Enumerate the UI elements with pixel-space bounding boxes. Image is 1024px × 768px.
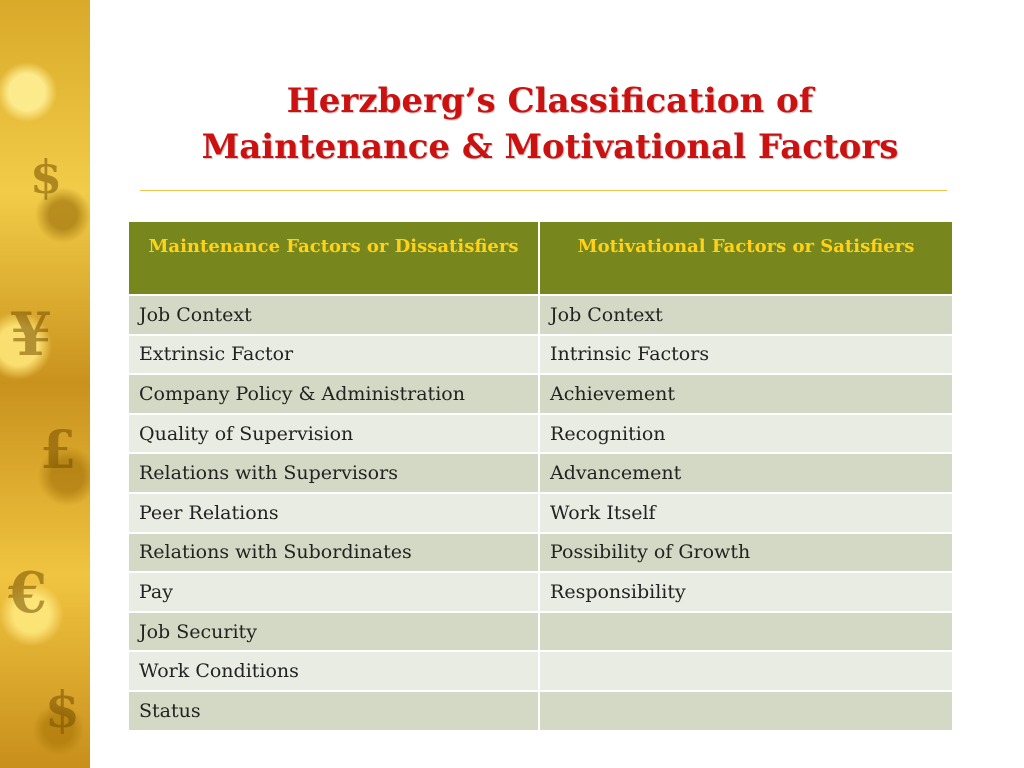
table-row [128,374,953,414]
motivational-factor-cell: Achievement [539,374,953,414]
maintenance-factor-cell: Job Security [128,612,539,652]
header-motivational-factors: Motivational Factors or Satisfiers [539,221,953,295]
table-row [128,453,953,493]
maintenance-factor-cell: Relations with Supervisors [128,453,539,493]
table-header-row [128,221,953,295]
maintenance-factor-cell: Quality of Supervision [128,414,539,454]
maintenance-factor-cell: Peer Relations [128,493,539,533]
motivational-factor-cell: Possibility of Growth [539,533,953,573]
table-row [128,612,953,652]
motivational-factor-cell: Work Itself [539,493,953,533]
maintenance-factor-cell: Status [128,691,539,731]
table-row [128,335,953,375]
table-row [128,493,953,533]
motivational-factor-cell: Advancement [539,453,953,493]
table-row [128,691,953,731]
pound-sign-icon: £ [40,420,77,481]
motivational-factor-cell [539,691,953,731]
yen-sign-icon: ¥ [10,300,52,370]
title-divider [140,190,947,191]
table-body [128,295,953,731]
maintenance-factor-cell: Company Policy & Administration [128,374,539,414]
dollar-sign-icon: $ [30,150,63,204]
motivational-factor-cell: Intrinsic Factors [539,335,953,375]
motivational-factor-cell [539,651,953,691]
decorative-currency-band [0,0,90,768]
table-row [128,414,953,454]
header-maintenance-factors: Maintenance Factors or Dissatisfiers [128,221,539,295]
factors-table [127,220,954,732]
maintenance-factor-cell: Relations with Subordinates [128,533,539,573]
maintenance-factor-cell: Work Conditions [128,651,539,691]
dollar-sign-icon: $ [45,680,80,739]
motivational-factor-cell [539,612,953,652]
table-row [128,295,953,335]
motivational-factor-cell: Job Context [539,295,953,335]
table-row [128,533,953,573]
maintenance-factor-cell: Pay [128,572,539,612]
maintenance-factor-cell: Extrinsic Factor [128,335,539,375]
euro-sign-icon: € [8,560,47,626]
slide-title [120,78,980,170]
title-line-2: Maintenance & Motivational Factors [201,127,899,167]
table-row [128,572,953,612]
motivational-factor-cell: Recognition [539,414,953,454]
motivational-factor-cell: Responsibility [539,572,953,612]
title-line-1: Herzberg’s Classification of [286,81,814,121]
table-row [128,651,953,691]
maintenance-factor-cell: Job Context [128,295,539,335]
